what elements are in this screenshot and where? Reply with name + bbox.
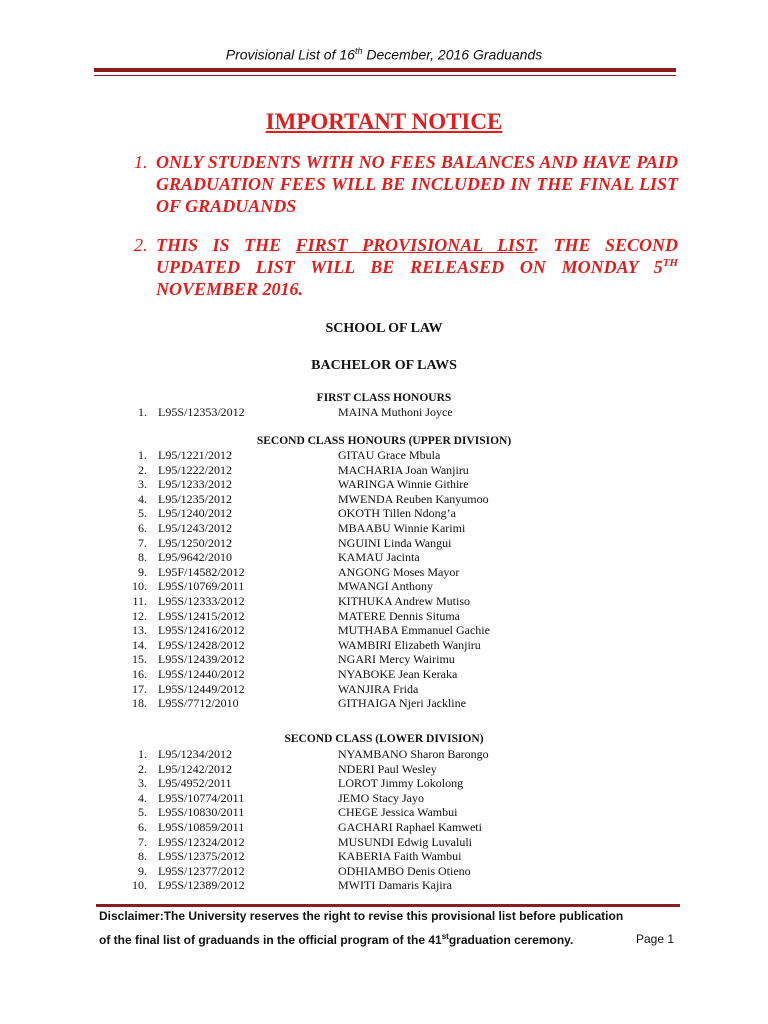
registration-number: L95S/12353/2012 [158, 405, 245, 419]
table-row [0, 521, 768, 536]
registration-number: L95/1233/2012 [158, 477, 232, 492]
row-number: 6. [138, 520, 147, 535]
registration-number: L95S/12377/2012 [158, 863, 245, 878]
graduand-name: ANGONG Moses Mayor [338, 564, 460, 579]
notice-item-2-text-c: NOVEMBER 2016. [156, 279, 304, 299]
registration-number: L95S/10859/2011 [158, 819, 245, 834]
list-first-class [0, 405, 768, 420]
registration-number: L95S/12439/2012 [158, 652, 245, 667]
registration-number: L95S/12428/2012 [158, 637, 245, 652]
graduand-name: MWANGI Anthony [338, 579, 433, 594]
registration-number: L95/1243/2012 [158, 520, 232, 535]
list-lower-division [0, 747, 768, 893]
graduand-name: WANJIRA Frida [338, 681, 419, 696]
row-number: 11. [132, 593, 147, 608]
header-text-end: December, 2016 Graduands [362, 46, 543, 63]
table-row [0, 667, 768, 682]
table-row [0, 805, 768, 820]
graduand-name: MWITI Damaris Kajira [338, 878, 452, 893]
header-sup: th [354, 46, 363, 56]
row-number: 8. [138, 849, 147, 864]
row-number: 3. [138, 477, 147, 492]
table-row [0, 623, 768, 638]
row-number: 13. [132, 623, 147, 638]
table-row [0, 405, 768, 420]
graduand-name: WAMBIRI Elizabeth Wanjiru [338, 637, 481, 652]
notice-item-2-underlined: FIRST PROVISIONAL LIST [295, 235, 535, 255]
registration-number: L95F/14582/2012 [158, 564, 245, 579]
table-row [0, 463, 768, 478]
row-number: 9. [138, 564, 147, 579]
row-number: 10. [132, 579, 147, 594]
table-row [0, 579, 768, 594]
row-number: 18. [132, 696, 147, 711]
page-header [0, 46, 768, 63]
graduand-name: NYAMBANO Sharon Barongo [338, 747, 489, 761]
registration-number: L95S/12449/2012 [158, 681, 245, 696]
graduand-name: NDERI Paul Wesley [338, 761, 437, 776]
table-row [0, 609, 768, 624]
registration-number: L95S/12324/2012 [158, 834, 245, 849]
table-row [0, 776, 768, 791]
registration-number: L95S/12333/2012 [158, 593, 245, 608]
row-number: 1. [138, 405, 147, 419]
notice-title: IMPORTANT NOTICE [265, 109, 503, 134]
registration-number: L95S/12416/2012 [158, 623, 245, 638]
graduand-name: ODHIAMBO Denis Otieno [338, 863, 471, 878]
row-number: 14. [132, 637, 147, 652]
registration-number: L95/1235/2012 [158, 491, 232, 506]
row-number: 2. [138, 761, 147, 776]
notice-item-2-number: 2. [134, 235, 148, 255]
registration-number: L95S/10830/2011 [158, 805, 245, 820]
graduand-name: NYABOKE Jean Keraka [338, 666, 458, 681]
graduand-name: MBAABU Winnie Karimi [338, 520, 466, 535]
section-title-first-class: FIRST CLASS HONOURS [316, 392, 452, 404]
section-title-lower-division: SECOND CLASS (LOWER DIVISION) [284, 733, 484, 745]
graduand-name: CHEGE Jessica Wambui [338, 805, 458, 820]
footer-disclaimer-2 [99, 932, 681, 947]
registration-number: L95/9642/2010 [158, 550, 232, 565]
registration-number: L95/1242/2012 [158, 761, 232, 776]
page-number: Page 1 [636, 932, 675, 946]
table-row [0, 747, 768, 762]
table-row [0, 565, 768, 580]
row-number: 9. [138, 863, 147, 878]
row-number: 1. [138, 747, 147, 761]
table-row [0, 550, 768, 565]
row-number: 2. [138, 462, 147, 477]
footer-sup: st [441, 932, 449, 941]
notice-item-2-text-b: . THE SECOND UPDATED LIST WILL BE RELEASED ON MONDAY 5 [156, 235, 679, 277]
footer-rule [96, 904, 680, 907]
registration-number: L95/1222/2012 [158, 462, 232, 477]
table-row [0, 492, 768, 507]
degree-title: BACHELOR OF LAWS [311, 358, 457, 373]
registration-number: L95S/12415/2012 [158, 608, 245, 623]
row-number: 15. [132, 652, 147, 667]
registration-number: L95/1250/2012 [158, 535, 232, 550]
table-row [0, 835, 768, 850]
table-row [0, 594, 768, 609]
graduand-name: GACHARI Raphael Kamweti [338, 819, 482, 834]
graduand-name: KITHUKA Andrew Mutiso [338, 593, 470, 608]
table-row [0, 536, 768, 551]
graduand-name: NGARI Mercy Wairimu [338, 652, 455, 667]
row-number: 8. [138, 550, 147, 565]
graduand-name: LOROT Jimmy Lokolong [338, 776, 464, 791]
registration-number: L95/4952/2011 [158, 776, 232, 791]
graduand-name: KAMAU Jacinta [338, 550, 420, 565]
table-row [0, 477, 768, 492]
row-number: 6. [138, 819, 147, 834]
registration-number: L95S/10774/2011 [158, 790, 245, 805]
section-title-upper-division: SECOND CLASS HONOURS (UPPER DIVISION) [256, 435, 512, 447]
row-number: 3. [138, 776, 147, 791]
table-row [0, 638, 768, 653]
graduand-name: MUSUNDI Edwig Luvaluli [338, 834, 472, 849]
list-upper-division [0, 448, 768, 711]
table-row [0, 448, 768, 463]
notice-item-1 [134, 151, 678, 217]
header-rule [94, 68, 676, 74]
graduand-name: NGUINI Linda Wangui [338, 535, 452, 550]
table-row [0, 878, 768, 893]
graduand-name: MWENDA Reuben Kanyumoo [338, 491, 489, 506]
registration-number: L95/1240/2012 [158, 506, 232, 521]
registration-number: L95/1221/2012 [158, 448, 232, 462]
graduand-name: OKOTH Tillen Ndong’a [338, 506, 457, 521]
table-row [0, 696, 768, 711]
row-number: 12. [132, 608, 147, 623]
notice-item-2-text-a: THIS IS THE [156, 235, 296, 255]
graduand-name: MAINA Muthoni Joyce [338, 405, 453, 419]
registration-number: L95S/12375/2012 [158, 849, 245, 864]
row-number: 5. [138, 805, 147, 820]
row-number: 17. [132, 681, 147, 696]
table-row [0, 864, 768, 879]
footer-text-a: of the final list of graduands in the official program of the 41 [99, 933, 442, 947]
notice-item-1-text: ONLY STUDENTS WITH NO FEES BALANCES AND HAVE PAID GRADUATION FEES WILL BE INCLUDED IN THE FINAL LIST OF GRADUANDS [156, 152, 678, 216]
notice-item-1-number: 1. [134, 152, 148, 172]
registration-number: L95S/12440/2012 [158, 666, 245, 681]
graduand-name: KABERIA Faith Wambui [338, 849, 462, 864]
graduand-name: MATERE Dennis Situma [338, 608, 460, 623]
notice-item-2 [134, 234, 679, 300]
table-row [0, 820, 768, 835]
footer-disclaimer: Disclaimer:The University reserves the right to revise this provisional list before publication [99, 909, 624, 923]
graduand-name: MUTHABA Emmanuel Gachie [338, 623, 490, 638]
row-number: 5. [138, 506, 147, 521]
school-title: SCHOOL OF LAW [325, 321, 443, 336]
notice-item-2-sup: TH [662, 257, 678, 269]
row-number: 10. [132, 878, 147, 893]
row-number: 4. [138, 790, 147, 805]
row-number: 16. [132, 666, 147, 681]
graduand-name: GITHAIGA Njeri Jackline [338, 696, 466, 711]
graduand-name: WARINGA Winnie Githire [338, 477, 469, 492]
registration-number: L95S/7712/2010 [158, 696, 239, 711]
registration-number: L95S/10769/2011 [158, 579, 245, 594]
header-text: Provisional List of 16 [225, 46, 355, 63]
table-row [0, 506, 768, 521]
table-row [0, 652, 768, 667]
row-number: 7. [138, 535, 147, 550]
table-row [0, 682, 768, 697]
graduand-name: MACHARIA Joan Wanjiru [338, 462, 469, 477]
graduand-name: GITAU Grace Mbula [338, 448, 441, 462]
row-number: 1. [138, 448, 147, 462]
row-number: 4. [138, 491, 147, 506]
footer-text-b: graduation ceremony. [448, 933, 574, 947]
table-row [0, 849, 768, 864]
row-number: 7. [138, 834, 147, 849]
table-row [0, 762, 768, 777]
registration-number: L95/1234/2012 [158, 747, 232, 761]
registration-number: L95S/12389/2012 [158, 878, 245, 893]
table-row [0, 791, 768, 806]
graduand-name: JEMO Stacy Jayo [338, 790, 424, 805]
